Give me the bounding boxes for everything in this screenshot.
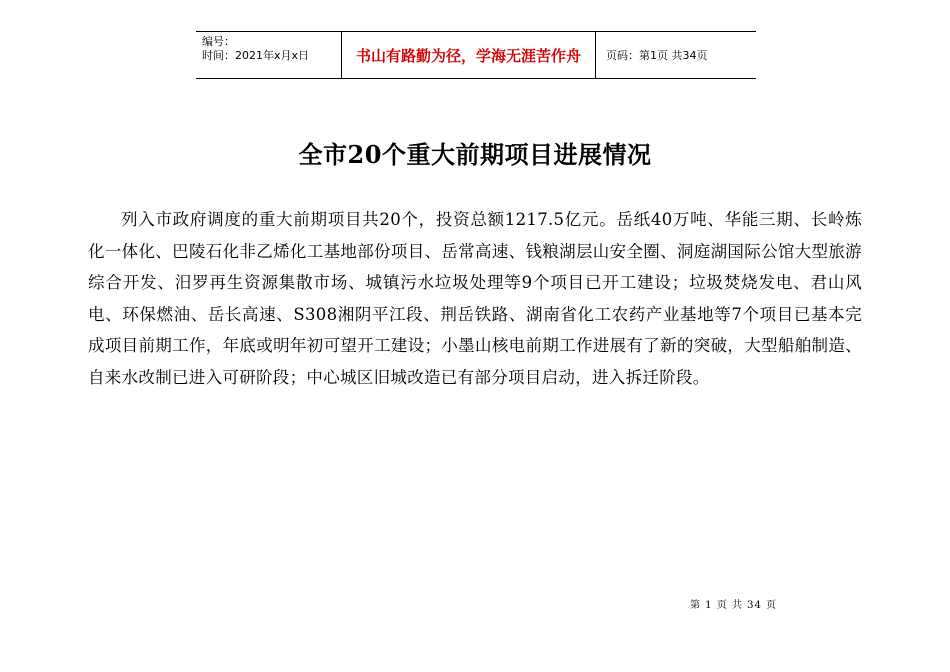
header-page-code: 页码：第1页 共34页: [606, 49, 708, 62]
header-motto: 书山有路勤为径，学海无涯苦作舟: [342, 32, 596, 78]
number-label: 编号：: [202, 35, 235, 48]
body-paragraph: 列入市政府调度的重大前期项目共20个，投资总额1217.5亿元。岳纸40万吨、华能三期、长岭炼化一体化、巴陵石化非乙烯化工基地部份项目、岳常高速、钱粮湖层山安全圈、洞庭湖国际公馆大型旅游综合开发、汨罗再生资源集散市场、城镇污水垃圾处理等9个项目已开工建设；垃圾焚烧发电、君山风电、环保燃油、岳长高速、S308湘阴平江段、荆岳铁路、湖南省化工农药产业基地等7个项目已基本完成项目前期工作，年底或明年初可望开工建设；小墨山核电前期工作进展有了新的突破，大型船舶制造、自来水改制已进入可研阶段；中心城区旧城改造已有部分项目启动，进入拆迁阶段。: [88, 210, 862, 387]
page-header: [196, 31, 756, 79]
header-meta: [196, 32, 342, 78]
document-title: 全市20个重大前期项目进展情况: [298, 140, 652, 169]
time-label: 时间：2021年x月x日: [202, 49, 310, 62]
page-footer: 第 1 页 共 34 页: [690, 600, 777, 611]
